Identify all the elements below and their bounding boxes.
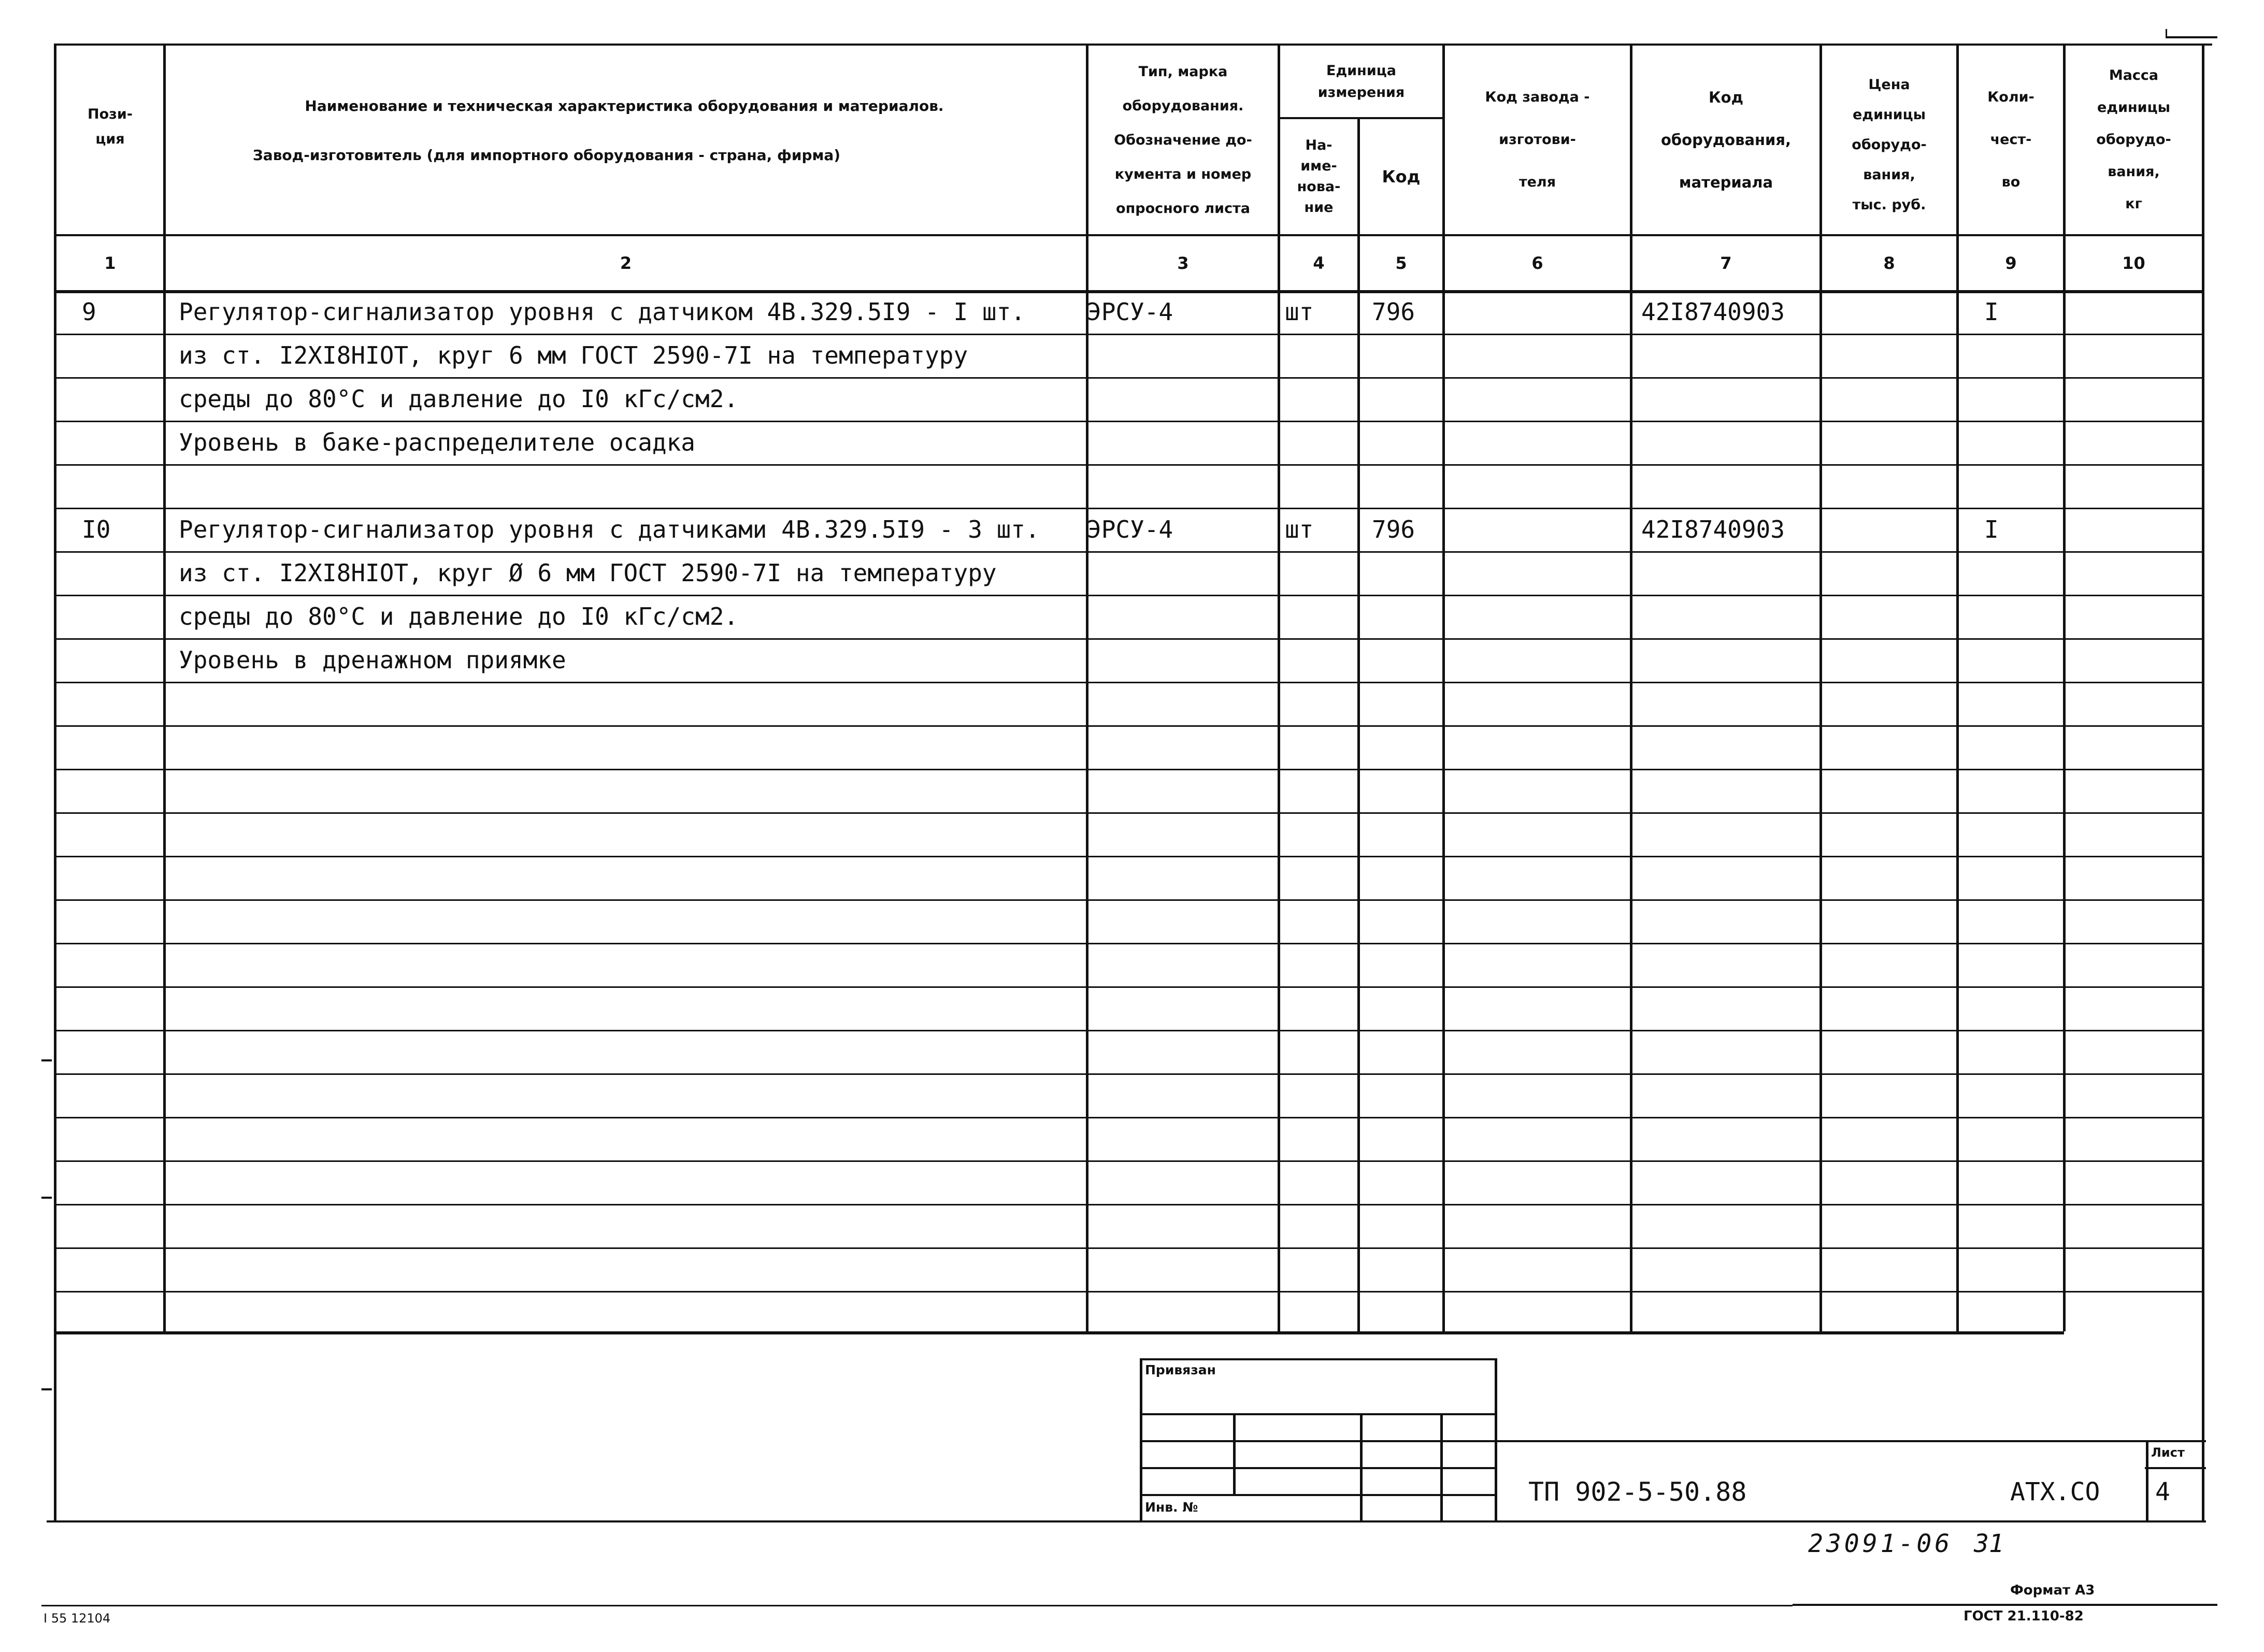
cell-type: ЭРСУ-4	[1087, 298, 1173, 326]
cell-unit: шт	[1285, 515, 1314, 543]
archive-page: 31	[1974, 1529, 2004, 1558]
archive-number: 23091-06	[1808, 1529, 1953, 1558]
cell-name: Уровень в дренажном приямке	[179, 646, 566, 674]
cell-type: ЭРСУ-4	[1087, 515, 1173, 543]
column-number: 5	[1395, 253, 1407, 273]
header-name-title: Наименование и техническая характеристика оборудования и материалов.	[305, 97, 944, 114]
cell-unit-code: 796	[1372, 298, 1415, 326]
cell-equipment-code: 42I8740903	[1641, 298, 1785, 326]
column-number: 3	[1177, 253, 1189, 273]
format-label: Формат А3	[2010, 1583, 2095, 1598]
gost-label: ГОСТ 21.110-82	[1964, 1608, 2084, 1624]
header-price: Цена единицы оборудо- вания, тыс. руб.	[1852, 77, 1927, 213]
column-number: 2	[620, 253, 632, 273]
cell-name: Уровень в баке-распределителе осадка	[179, 428, 695, 456]
stamp-inventory-label: Инв. №	[1145, 1500, 1198, 1515]
cell-name: Регулятор-сигнализатор уровня с датчиками 4В.329.5I9 - 3 шт.	[179, 515, 1040, 543]
document-code: АТХ.СО	[2010, 1477, 2100, 1506]
cell-equipment-code: 42I8740903	[1641, 515, 1785, 543]
column-number: 1	[104, 253, 116, 273]
sheet-number: 4	[2155, 1477, 2170, 1506]
column-number: 6	[1531, 253, 1543, 273]
header-unit-name: На- име- нова- ние	[1297, 137, 1341, 216]
cell-position: I0	[82, 515, 111, 543]
document-number: ТП 902-5-50.88	[1528, 1477, 1747, 1507]
cell-name: из ст. I2XI8HIOT, круг 6 мм ГОСТ 2590-7I на температуру	[179, 341, 968, 369]
cell-quantity: I	[1984, 298, 1999, 326]
cell-quantity: I	[1984, 515, 1999, 543]
left-code: I 55 12104	[44, 1611, 111, 1626]
column-number: 9	[2005, 253, 2017, 273]
cell-name: среды до 80°С и давление до I0 кГс/см2.	[179, 602, 739, 630]
header-type: Тип, марка оборудования. Обозначение до- кумента и номер опросного листа	[1114, 64, 1252, 217]
header-unit-code: Код	[1382, 167, 1421, 186]
cell-position: 9	[82, 298, 96, 326]
header-unit: Единица измерения	[1317, 63, 1405, 100]
sheet-label: Лист	[2151, 1445, 2185, 1460]
cell-unit: шт	[1285, 298, 1314, 326]
header-equipment-code: Код оборудования, материала	[1660, 89, 1792, 191]
cell-name: Регулятор-сигнализатор уровня с датчиком 4В.329.5I9 - I шт.	[179, 298, 1025, 326]
header-mass: Масса единицы оборудо- вания, кг	[2096, 67, 2171, 212]
cell-unit-code: 796	[1372, 515, 1415, 543]
column-number: 7	[1720, 253, 1732, 273]
column-number: 10	[2122, 253, 2145, 273]
header-quantity: Коли- чест- во	[1987, 89, 2034, 190]
stamp-privyazan-label: Привязан	[1145, 1362, 1216, 1377]
column-number: 4	[1313, 253, 1325, 273]
column-number: 8	[1883, 253, 1895, 273]
header-maker-code: Код завода - изготови- теля	[1485, 89, 1590, 190]
cell-name: из ст. I2XI8HIOT, круг Ø 6 мм ГОСТ 2590-7I на температуру	[179, 559, 997, 587]
header-position: Пози- ция	[88, 106, 133, 147]
header-manufacturer: Завод-изготовитель (для импортного оборудования - страна, фирма)	[252, 147, 841, 164]
cell-name: среды до 80°С и давление до I0 кГс/см2.	[179, 385, 739, 413]
